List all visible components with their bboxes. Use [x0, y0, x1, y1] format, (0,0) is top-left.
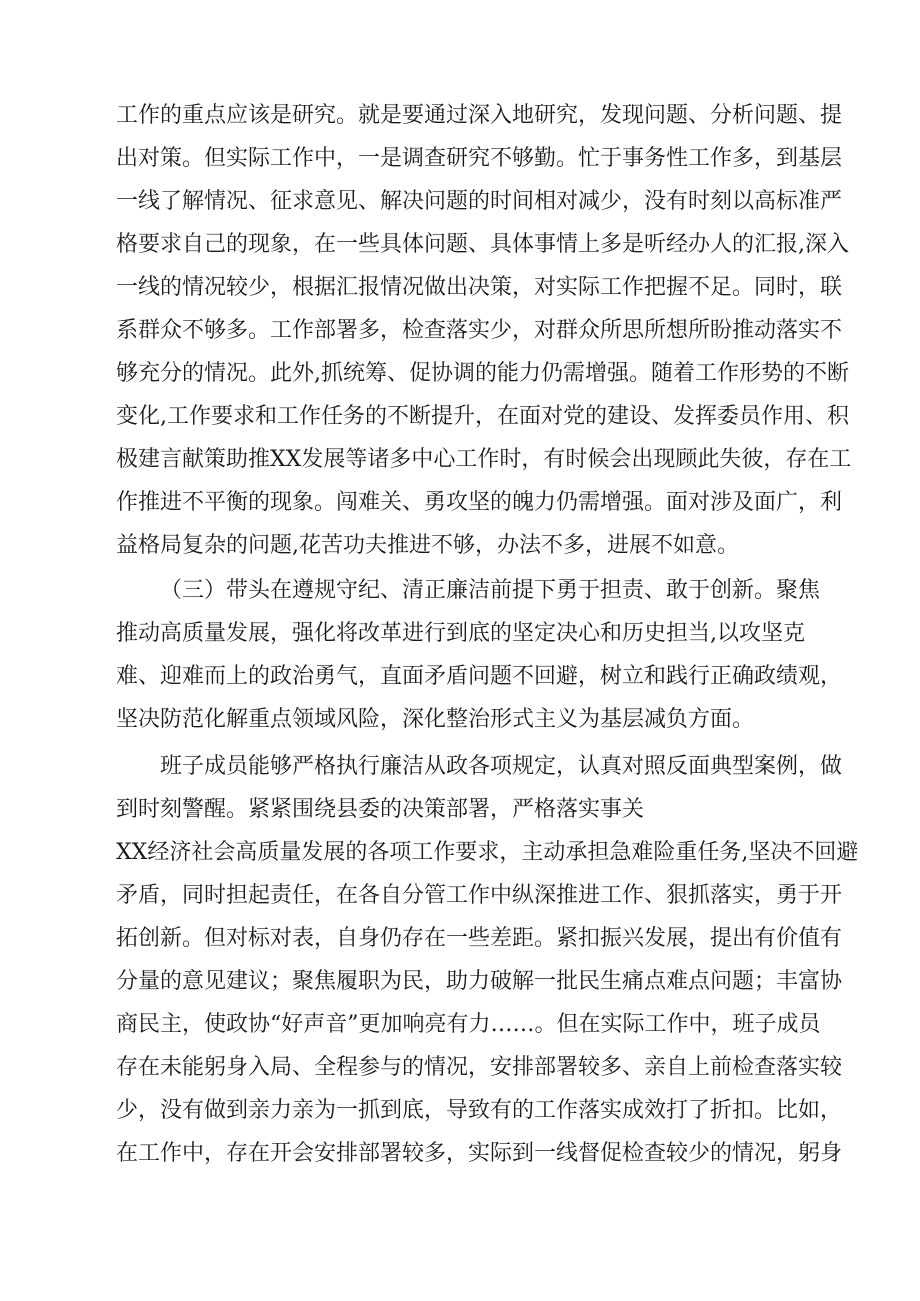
text-line: 拓创新。但对标对表，自身仍存在一些差距。紧扣振兴发展，提出有价值有 [116, 926, 843, 951]
text-line: 一线了解情况、征求意见、解决问题的时间相对减少，没有时刻以高标准严 [116, 189, 843, 214]
text-line: 少，没有做到亲力亲为一抓到底，导致有的工作落实成效打了折扣。比如， [116, 1098, 843, 1123]
text-line: 出对策。但实际工作中，一是调查研究不够勤。忙于事务性工作多，到基层 [116, 146, 843, 171]
text-line: 作推进不平衡的现象。闯难关、勇攻坚的魄力仍需增强。面对涉及面广，利 [116, 490, 843, 515]
text-line: 工作的重点应该是研究。就是要通过深入地研究，发现问题、分析问题、提 [116, 103, 843, 128]
text-line: 坚决防范化解重点领域风险，深化整治形式主义为基层减负方面。 [116, 707, 755, 732]
text-line: XX经济社会高质量发展的各项工作要求，主动承担急难险重任务,坚决不回避 [116, 840, 859, 865]
text-line: 到时刻警醒。紧紧围绕县委的决策部署，严格落实事关 [116, 797, 645, 822]
text-line: 益格局复杂的问题,花苦功夫推进不够，办法不多，进展不如意。 [116, 533, 739, 558]
text-line: 商民主，使政协“好声音”更加响亮有力……。但在实际工作中，班子成员 [116, 1012, 821, 1037]
text-line: 班子成员能够严格执行廉洁从政各项规定，认真对照反面典型案例，做 [160, 754, 843, 779]
text-line: 分量的意见建议；聚焦履职为民，助力破解一批民生痛点难点问题；丰富协 [116, 969, 843, 994]
text-line: 格要求自己的现象，在一些具体问题、具体事情上多是听经办人的汇报,深入 [116, 232, 849, 257]
text-line: 难、迎难而上的政治勇气，直面矛盾问题不回避，树立和践行正确政绩观， [116, 664, 843, 689]
text-line: 在工作中，存在开会安排部署较多，实际到一线督促检查较少的情况，躬身 [116, 1141, 843, 1166]
text-line: 存在未能躬身入局、全程参与的情况，安排部署较多、亲自上前检查落实较 [116, 1055, 843, 1080]
text-line: 系群众不够多。工作部署多，检查落实少，对群众所思所想所盼推动落实不 [116, 318, 843, 343]
text-line: 够充分的情况。此外,抓统筹、促协调的能力仍需增强。随着工作形势的不断 [116, 361, 849, 386]
text-line: 极建言献策助推XX发展等诸多中心工作时，有时候会出现顾此失彼，存在工 [116, 447, 852, 472]
text-line: 变化,工作要求和工作任务的不断提升，在面对党的建设、发挥委员作用、积 [116, 404, 849, 429]
text-line: 一线的情况较少，根据汇报情况做出决策，对实际工作把握不足。同时，联 [116, 275, 843, 300]
section-heading: （三）带头在遵规守纪、清正廉洁前提下勇于担责、敢于创新。聚焦 [160, 578, 821, 603]
text-line: 矛盾，同时担起责任，在各自分管工作中纵深推进工作、狠抓落实，勇于开 [116, 883, 843, 908]
text-line: 推动高质量发展，强化将改革进行到底的坚定决心和历史担当,以攻坚克 [116, 621, 805, 646]
